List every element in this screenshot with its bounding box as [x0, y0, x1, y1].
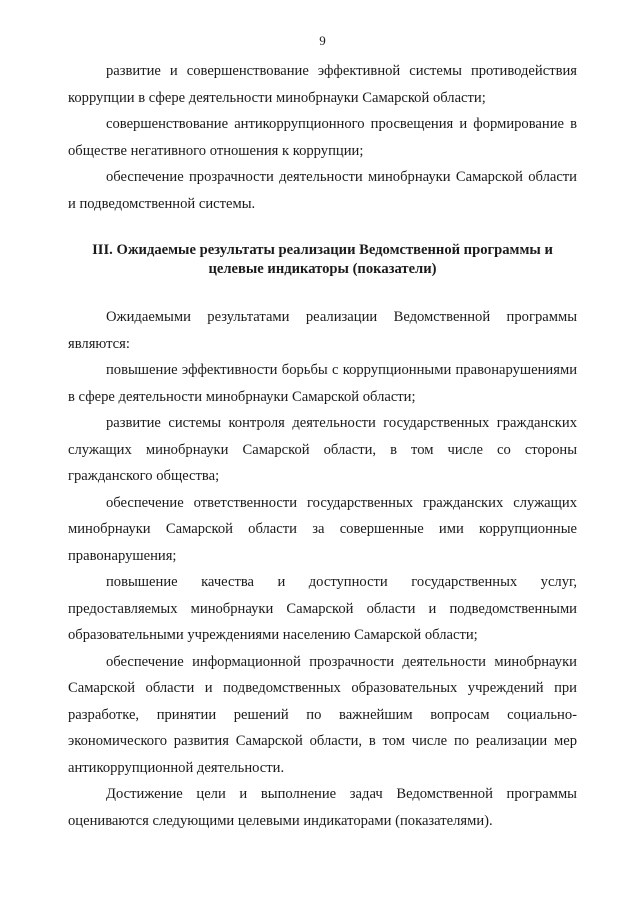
list-item: обеспечение ответственности государственных гражданских служащих минобрнауки Самарской области за совершенные ими коррупционные правонарушения; [68, 494, 577, 564]
page-number: 9 [319, 33, 326, 48]
list-item: совершенствование антикоррупционного просвещения и формирование в обществе негативного отношения к коррупции; [68, 116, 577, 159]
list-item: повышение эффективности борьбы с коррупционными правонарушениями в сфере деятельности минобрнауки Самарской области; [68, 362, 577, 405]
section-heading: III. Ожидаемые результаты реализации Ведомственной программы и целевые индикаторы (показатели) [92, 242, 553, 277]
list-item: развитие и совершенствование эффективной системы противодействия коррупции в сфере деятельности минобрнауки Самарской области; [68, 63, 577, 106]
results-intro: Ожидаемыми результатами реализации Ведомственной программы являются: [68, 309, 577, 352]
list-item: повышение качества и доступности государственных услуг, предоставляемых минобрнауки Самарской области и подведомственными образовательными учреждениями населению Самарской области; [68, 574, 577, 643]
closing-paragraph: Достижение цели и выполнение задач Ведомственной программы оцениваются следующими целевыми индикаторами (показателями). [68, 786, 577, 829]
list-item: обеспечение информационной прозрачности деятельности минобрнауки Самарской области и подведомственных образовательных учреждений при разработке, принятии решений по важнейшим вопросам социально-экономического развития Самарской области, в том числе по реализации мер антикоррупционной деятельности. [68, 653, 577, 776]
list-item: развитие системы контроля деятельности государственных гражданских служащих минобрнауки Самарской области, в том числе со стороны гражданского общества; [68, 415, 577, 484]
list-item: обеспечение прозрачности деятельности минобрнауки Самарской области и подведомственной системы. [68, 169, 577, 212]
